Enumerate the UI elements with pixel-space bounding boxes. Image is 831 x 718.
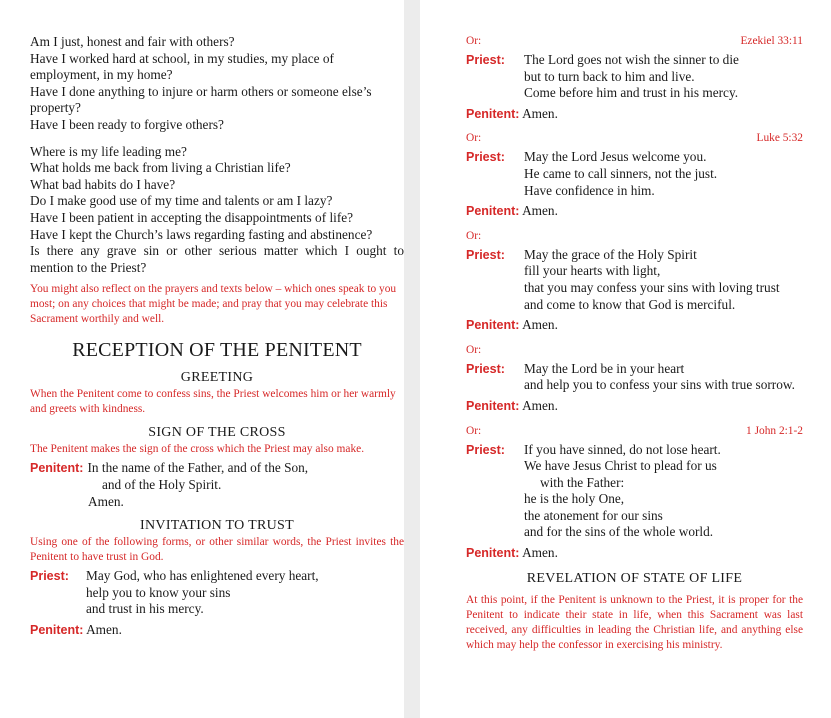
trust-rubric: Using one of the following forms, or other similar words, the Priest invites the Penitent to have trust in God. — [30, 536, 404, 564]
question: Have I kept the Church’s laws regarding fasting and abstinence? — [30, 226, 373, 242]
penitent-response: Penitent: Amen. — [466, 397, 558, 413]
penitent-response: Penitent: Amen. — [466, 545, 558, 561]
right-page — [420, 0, 831, 718]
or-row: Or: 1 John 2:1-2 — [466, 424, 803, 437]
scripture-ref: 1 John 2:1-2 — [746, 424, 803, 437]
scripture-ref: Ezekiel 33:11 — [740, 35, 803, 47]
priest-dialogue: Priest: May the Lord Jesus welcome you. He came to call sinners, not the just. Have confidence in him. — [466, 149, 718, 198]
questions-group-a — [30, 34, 404, 134]
priest-dialogue: Priest: May the grace of the Holy Spirit fill your hearts with light, that you may confess your sins with loving trust and come to know that God is merciful. — [466, 246, 780, 312]
trust-heading: INVITATION TO TRUST — [140, 518, 294, 534]
question: Where is my life leading me? — [30, 143, 187, 159]
or-row: Or: — [466, 343, 482, 356]
question: Am I just, honest and fair with others? — [30, 34, 235, 49]
question: What bad habits do I have? — [30, 176, 176, 192]
penitent-response: Penitent: Amen. — [30, 621, 122, 637]
scripture-ref: Luke 5:32 — [756, 132, 803, 145]
dialogue-text: In the name of the Father, and of the Son, — [87, 460, 309, 476]
dialogue-text: and of the Holy Spirit. — [102, 476, 222, 492]
role-label: Priest: — [30, 569, 69, 584]
penitent-response: Penitent: Amen. — [466, 105, 558, 121]
or-row: Or: Ezekiel 33:11 — [466, 35, 803, 47]
priest-dialogue: Priest: The Lord goes not wish the sinner to die but to turn back to him and live. Come before him and trust in his mercy. — [466, 52, 739, 101]
role-label: Penitent: — [30, 461, 84, 476]
dialogue-text: and trust in his mercy. — [86, 601, 204, 617]
main-heading: RECEPTION OF THE PENITENT — [72, 339, 362, 362]
or-row: Or: — [466, 229, 482, 242]
revelation-rubric: At this point, if the Penitent is unknown to the Priest, it is proper for the Penitent to indicate their state in life, when this Sacrament was last received, any difficulties in leading the Christian life, and anything else which may help the confessor in exercising his ministry. — [466, 593, 803, 651]
cross-rubric: The Penitent makes the sign of the cross which the Priest may also make. — [30, 443, 365, 456]
greeting-rubric: When the Penitent come to confess sins, the Priest welcomes him or her warmly and greets with kindness. — [30, 388, 396, 416]
role-label: Priest: — [466, 150, 505, 165]
penitent-response: Penitent: Amen. — [466, 317, 558, 333]
role-label: Priest: — [466, 442, 505, 457]
role-label: Priest: — [466, 361, 505, 376]
cross-heading: SIGN OF THE CROSS — [148, 425, 286, 441]
priest-dialogue: Priest: If you have sinned, do not lose heart. We have Jesus Christ to plead for us with the Father: he is the holy One, the atonement for our sins and for the sins of the whole world. — [466, 441, 721, 540]
reflect-rubric: You might also reflect on the prayers and texts below – which ones speak to you most; on any choices that might be made; and pray that you may celebrate this Sacrament worthily and well. — [30, 283, 397, 326]
page-gutter — [404, 0, 420, 718]
question: Have I done anything to injure or harm others or someone else’s property? — [30, 83, 372, 116]
cross-dialogue — [30, 460, 404, 477]
dialogue-text: May God, who has enlightened every heart, — [86, 568, 319, 584]
question: What holds me back from living a Christian life? — [30, 160, 291, 176]
questions-group-b — [30, 144, 404, 277]
question: Have I worked hard at school, in my studies, my place of employment, in my home? — [30, 50, 334, 83]
question: Have I been ready to forgive others? — [30, 116, 224, 132]
role-label: Priest: — [466, 53, 505, 67]
question: Do I make good use of my time and talents or am I lazy? — [30, 193, 333, 209]
trust-dialogue — [30, 568, 404, 618]
penitent-response: Penitent: Amen. — [466, 203, 558, 219]
or-row: Or: Luke 5:32 — [466, 132, 803, 145]
priest-dialogue: Priest: May the Lord be in your heart and help you to confess your sins with true sorrow. — [466, 360, 795, 393]
role-label: Priest: — [466, 247, 505, 262]
dialogue-text: help you to know your sins — [86, 584, 231, 600]
question: Is there any grave sin or other serious matter which I ought to mention to the Priest? — [30, 243, 404, 275]
question: Have I been patient in accepting the disappointments of life? — [30, 209, 354, 225]
left-page — [0, 0, 404, 718]
revelation-heading: REVELATION OF STATE OF LIFE — [526, 570, 743, 586]
dialogue-text: Amen. — [88, 493, 124, 509]
greeting-heading: GREETING — [180, 370, 254, 386]
